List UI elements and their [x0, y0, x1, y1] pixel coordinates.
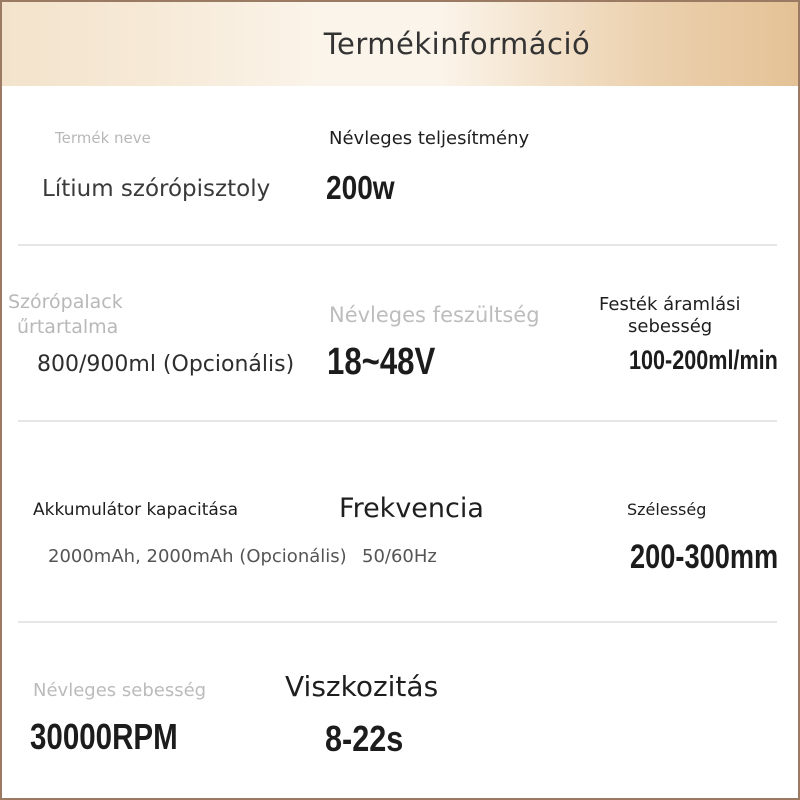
frequency-label: Frekvencia — [339, 493, 484, 524]
rated-power-label: Névleges teljesítmény — [329, 128, 530, 149]
rated-speed-label: Névleges sebesség — [33, 680, 207, 701]
width-value: 200-300mm — [630, 538, 779, 576]
battery-value: 2000mAh, 2000mAh (Opcionális) — [48, 546, 347, 567]
product-name-label: Termék neve — [55, 129, 151, 147]
row-divider-1 — [18, 244, 777, 246]
bottle-capacity-label-line1: Szórópalack — [8, 291, 123, 313]
row-divider-3 — [18, 621, 777, 623]
rated-voltage-value: 18~48V — [327, 341, 436, 383]
rated-voltage-label: Névleges feszültség — [329, 303, 540, 327]
paint-flow-label-line2: sebesség — [628, 316, 713, 337]
battery-label: Akkumulátor kapacitása — [33, 500, 239, 520]
frequency-value: 50/60Hz — [362, 546, 437, 567]
viscosity-label: Viszkozitás — [285, 670, 439, 703]
header-banner — [2, 2, 798, 86]
paint-flow-value: 100-200ml/min — [629, 345, 778, 375]
rated-power-value: 200w — [326, 169, 395, 206]
product-name-value: Lítium szórópisztoly — [42, 176, 271, 202]
row-divider-2 — [18, 420, 777, 422]
page-title: Termékinformáció — [323, 27, 591, 61]
paint-flow-label-line1: Festék áramlási — [599, 294, 741, 315]
bottle-capacity-value: 800/900ml (Opcionális) — [37, 352, 295, 377]
bottle-capacity-label-line2: űrtartalma — [17, 316, 119, 338]
rated-speed-value: 30000RPM — [30, 716, 178, 757]
viscosity-value: 8-22s — [325, 718, 404, 759]
width-label: Szélesség — [627, 500, 707, 519]
